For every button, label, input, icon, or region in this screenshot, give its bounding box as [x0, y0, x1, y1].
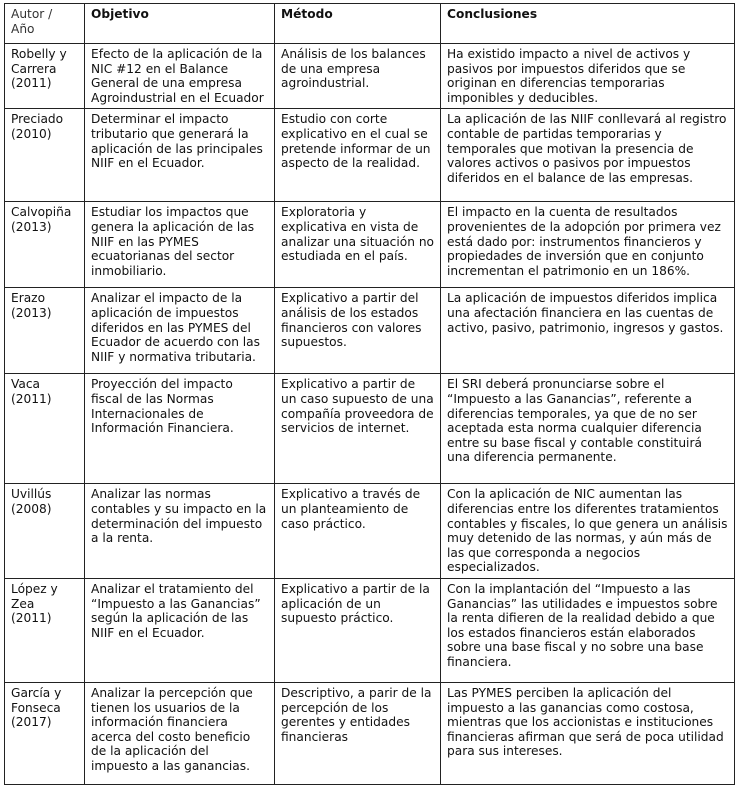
- literature-table-wrapper: [4, 3, 735, 785]
- table-row: [5, 44, 735, 109]
- cell-metodo: Análisis de los balances de una empresa agroindustrial.: [275, 44, 441, 109]
- table-row: [5, 202, 735, 288]
- cell-conclusiones: El impacto en la cuenta de resultados provenientes de la adopción por primera vez está dado por: instrumentos financieros y propiedades de inversión que en conjunto incrementan el patrimonio en un 186%.: [441, 202, 735, 288]
- table-row: [5, 578, 735, 682]
- cell-objetivo: Analizar la percepción que tienen los usuarios de la información financiera acerca del costo beneficio de la aplicación del impuesto a las ganancias.: [85, 682, 275, 784]
- table-row: [5, 109, 735, 202]
- header-autor: Autor / Año: [5, 4, 85, 44]
- cell-metodo: Explicativo a través de un planteamiento de caso práctico.: [275, 484, 441, 579]
- cell-objetivo: Analizar el impacto de la aplicación de impuestos diferidos en las PYMES del Ecuador de acuerdo con las NIIF y normativa tributaria.: [85, 288, 275, 374]
- cell-autor: López y Zea (2011): [5, 578, 85, 682]
- cell-autor: Erazo (2013): [5, 288, 85, 374]
- cell-objetivo: Estudiar los impactos que genera la aplicación de las NIIF en las PYMES ecuatorianas del sector inmobiliario.: [85, 202, 275, 288]
- cell-metodo: Explicativo a partir del análisis de los estados financieros con valores supuestos.: [275, 288, 441, 374]
- cell-conclusiones: La aplicación de impuestos diferidos implica una afectación financiera en las cuentas de activo, pasivo, patrimonio, ingresos y gastos.: [441, 288, 735, 374]
- cell-objetivo: Proyección del impacto fiscal de las Normas Internacionales de Información Financiera.: [85, 374, 275, 484]
- cell-conclusiones: El SRI deberá pronunciarse sobre el “Impuesto a las Ganancias”, referente a diferencias temporales, ya que de no ser aceptada esta norma cualquier diferencia entre su base fiscal y contable constituirá una diferencia permanente.: [441, 374, 735, 484]
- cell-metodo: Explicativo a partir de la aplicación de un supuesto práctico.: [275, 578, 441, 682]
- header-conclusiones: Conclusiones: [441, 4, 735, 44]
- cell-autor: Uvillús (2008): [5, 484, 85, 579]
- cell-autor: Preciado (2010): [5, 109, 85, 202]
- table-row: [5, 682, 735, 784]
- cell-conclusiones: Ha existido impacto a nivel de activos y pasivos por impuestos diferidos que se originan en diferencias temporarias imponibles y deducibles.: [441, 44, 735, 109]
- cell-metodo: Exploratoria y explicativa en vista de analizar una situación no estudiada en el país.: [275, 202, 441, 288]
- cell-objetivo: Efecto de la aplicación de la NIC #12 en el Balance General de una empresa Agroindustrial en el Ecuador: [85, 44, 275, 109]
- header-objetivo: Objetivo: [85, 4, 275, 44]
- cell-metodo: Descriptivo, a parir de la percepción de los gerentes y entidades financieras: [275, 682, 441, 784]
- cell-conclusiones: Con la implantación del “Impuesto a las Ganancias” las utilidades e impuestos sobre la renta difieren de la realidad debido a que los estados financieros están elaborados sobre una base fiscal y no sobre una base financiera.: [441, 578, 735, 682]
- cell-objetivo: Determinar el impacto tributario que generará la aplicación de las principales NIIF en el Ecuador.: [85, 109, 275, 202]
- cell-autor: Calvopiña (2013): [5, 202, 85, 288]
- cell-conclusiones: La aplicación de las NIIF conllevará al registro contable de partidas temporarias y temporales que motivan la presencia de valores activos o pasivos por impuestos diferidos en el balance de las empresas.: [441, 109, 735, 202]
- table-row: [5, 374, 735, 484]
- cell-conclusiones: Con la aplicación de NIC aumentan las diferencias entre los diferentes tratamientos contables y fiscales, lo que genera un análisis muy detenido de las normas, y aún más de las que corresponda a negocios especializados.: [441, 484, 735, 579]
- header-metodo: Método: [275, 4, 441, 44]
- header-row: [5, 4, 735, 44]
- table-row: [5, 484, 735, 579]
- cell-objetivo: Analizar las normas contables y su impacto en la determinación del impuesto a la renta.: [85, 484, 275, 579]
- cell-autor: Vaca (2011): [5, 374, 85, 484]
- cell-conclusiones: Las PYMES perciben la aplicación del impuesto a las ganancias como costosa, mientras que los accionistas e instituciones financieras afirman que será de poca utilidad para sus intereses.: [441, 682, 735, 784]
- cell-metodo: Estudio con corte explicativo en el cual se pretende informar de un aspecto de la realidad.: [275, 109, 441, 202]
- cell-autor: García y Fonseca (2017): [5, 682, 85, 784]
- cell-metodo: Explicativo a partir de un caso supuesto de una compañía proveedora de servicios de internet.: [275, 374, 441, 484]
- cell-objetivo: Analizar el tratamiento del “Impuesto a las Ganancias” según la aplicación de las NIIF en el Ecuador.: [85, 578, 275, 682]
- literature-review-table: [4, 3, 735, 785]
- table-row: [5, 288, 735, 374]
- cell-autor: Robelly y Carrera (2011): [5, 44, 85, 109]
